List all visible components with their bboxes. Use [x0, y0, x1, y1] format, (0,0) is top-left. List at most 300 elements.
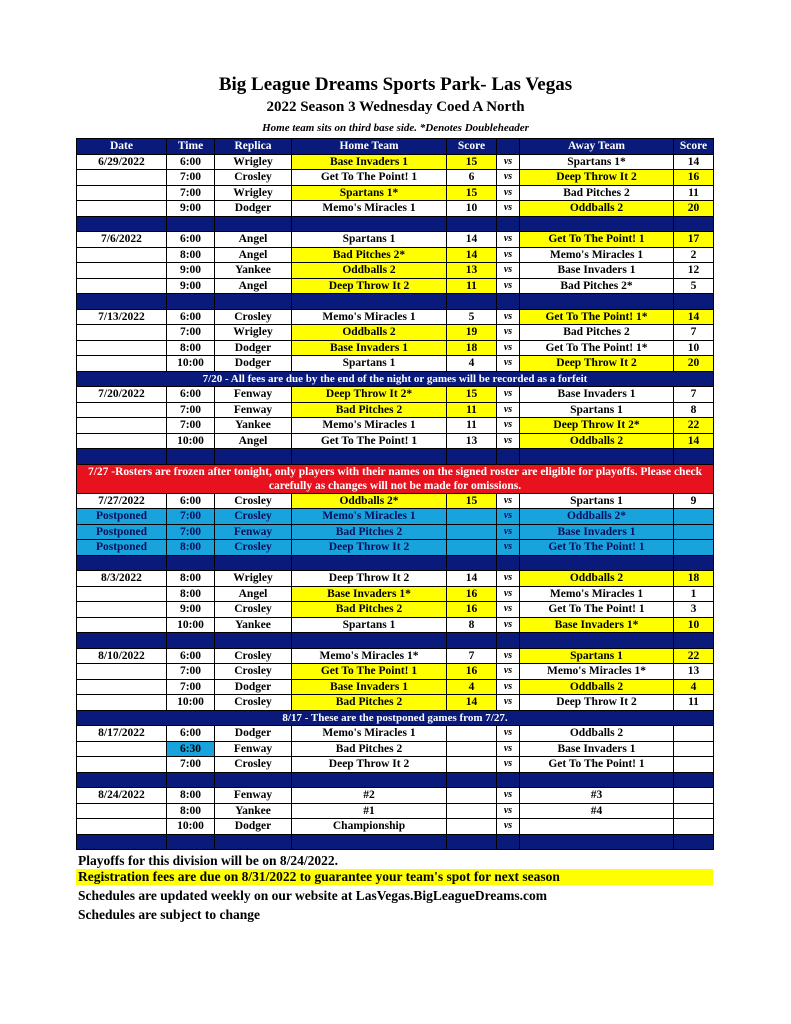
home-score-cell: 6 — [447, 170, 497, 186]
separator-cell — [447, 633, 497, 649]
home-score-cell: 16 — [447, 664, 497, 680]
away-score-cell — [674, 540, 714, 556]
week-separator — [77, 294, 714, 310]
separator-cell — [77, 633, 167, 649]
game-row — [77, 695, 714, 711]
time-cell: 7:00 — [167, 402, 215, 418]
vs-cell: vs — [497, 679, 520, 695]
date-cell — [77, 803, 167, 819]
home-team-cell: Base Invaders 1* — [292, 586, 447, 602]
home-score-cell: 11 — [447, 278, 497, 294]
game-row — [77, 617, 714, 633]
date-cell: 7/6/2022 — [77, 232, 167, 248]
separator-cell — [674, 772, 714, 788]
game-row — [77, 664, 714, 680]
away-team-cell: Memo's Miracles 1* — [520, 664, 674, 680]
home-score-cell — [447, 524, 497, 540]
separator-cell — [447, 772, 497, 788]
replica-cell: Yankee — [215, 418, 292, 434]
away-team-cell — [520, 819, 674, 835]
away-score-cell: 20 — [674, 201, 714, 217]
away-score-cell: 20 — [674, 356, 714, 372]
away-score-cell: 10 — [674, 617, 714, 633]
replica-cell: Fenway — [215, 387, 292, 403]
time-cell: 7:00 — [167, 325, 215, 341]
time-cell: 8:00 — [167, 247, 215, 263]
away-score-cell: 2 — [674, 247, 714, 263]
website-note: Schedules are updated weekly on our website at LasVegas.BigLeagueDreams.com — [78, 888, 548, 903]
vs-cell: vs — [497, 726, 520, 742]
away-team-cell: Oddballs 2* — [520, 509, 674, 525]
date-cell — [77, 741, 167, 757]
time-cell: 10:00 — [167, 695, 215, 711]
vs-cell: vs — [497, 493, 520, 509]
game-row — [77, 571, 714, 587]
separator-cell — [215, 772, 292, 788]
separator-cell — [292, 294, 447, 310]
week-separator — [77, 216, 714, 232]
away-score-cell: 14 — [674, 154, 714, 170]
date-cell: Postponed — [77, 524, 167, 540]
separator-cell — [215, 216, 292, 232]
date-cell — [77, 617, 167, 633]
replica-cell: Fenway — [215, 788, 292, 804]
time-cell: 8:00 — [167, 571, 215, 587]
home-team-cell: Spartans 1* — [292, 185, 447, 201]
separator-cell — [520, 772, 674, 788]
separator-cell — [215, 555, 292, 571]
time-cell: 9:00 — [167, 602, 215, 618]
replica-cell: Fenway — [215, 741, 292, 757]
replica-cell: Angel — [215, 232, 292, 248]
home-team-cell: Oddballs 2 — [292, 263, 447, 279]
vs-cell: vs — [497, 741, 520, 757]
separator-cell — [215, 449, 292, 465]
home-score-cell: 5 — [447, 309, 497, 325]
home-team-cell: Bad Pitches 2 — [292, 602, 447, 618]
home-score-cell — [447, 726, 497, 742]
home-team-cell: Memo's Miracles 1 — [292, 418, 447, 434]
game-row — [77, 170, 714, 186]
postponed-game-row — [77, 540, 714, 556]
replica-cell: Wrigley — [215, 571, 292, 587]
home-team-cell: Deep Throw It 2 — [292, 571, 447, 587]
header-time: Time — [167, 139, 215, 155]
game-row — [77, 418, 714, 434]
away-team-cell: Oddballs 2 — [520, 201, 674, 217]
playoffs-note: Playoffs for this division will be on 8/24/2022. — [78, 853, 339, 868]
replica-cell: Angel — [215, 433, 292, 449]
game-row — [77, 309, 714, 325]
home-team-cell: Memo's Miracles 1 — [292, 509, 447, 525]
home-team-cell: Bad Pitches 2 — [292, 695, 447, 711]
away-score-cell — [674, 726, 714, 742]
replica-cell: Crosley — [215, 493, 292, 509]
vs-cell: vs — [497, 263, 520, 279]
home-team-cell: Bad Pitches 2 — [292, 402, 447, 418]
vs-cell: vs — [497, 247, 520, 263]
home-score-cell — [447, 757, 497, 773]
vs-cell: vs — [497, 540, 520, 556]
home-score-cell — [447, 741, 497, 757]
away-team-cell: Deep Throw It 2* — [520, 418, 674, 434]
game-row — [77, 726, 714, 742]
home-score-cell: 8 — [447, 617, 497, 633]
date-cell — [77, 819, 167, 835]
home-score-cell: 18 — [447, 340, 497, 356]
home-team-cell: Get To The Point! 1 — [292, 433, 447, 449]
game-row — [77, 232, 714, 248]
away-team-cell: Deep Throw It 2 — [520, 356, 674, 372]
postponed-game-row — [77, 509, 714, 525]
away-score-cell — [674, 819, 714, 835]
replica-cell: Angel — [215, 278, 292, 294]
home-team-cell: Deep Throw It 2 — [292, 278, 447, 294]
date-cell — [77, 602, 167, 618]
home-score-cell — [447, 540, 497, 556]
away-score-cell: 10 — [674, 340, 714, 356]
date-cell — [77, 402, 167, 418]
week-separator — [77, 449, 714, 465]
vs-cell: vs — [497, 803, 520, 819]
away-team-cell: Oddballs 2 — [520, 726, 674, 742]
roster-warning-row — [77, 464, 714, 493]
away-score-cell — [674, 803, 714, 819]
separator-cell — [497, 449, 520, 465]
away-score-cell — [674, 509, 714, 525]
time-cell: 10:00 — [167, 356, 215, 372]
home-team-cell: Bad Pitches 2 — [292, 741, 447, 757]
separator-cell — [520, 449, 674, 465]
home-score-cell — [447, 819, 497, 835]
time-cell: 9:00 — [167, 201, 215, 217]
away-team-cell: #3 — [520, 788, 674, 804]
away-score-cell — [674, 741, 714, 757]
date-cell — [77, 695, 167, 711]
time-cell: 7:00 — [167, 418, 215, 434]
away-team-cell: Get To The Point! 1 — [520, 602, 674, 618]
game-row — [77, 278, 714, 294]
home-score-cell — [447, 509, 497, 525]
separator-cell — [520, 834, 674, 850]
home-team-cell: Spartans 1 — [292, 232, 447, 248]
date-cell — [77, 418, 167, 434]
date-cell — [77, 201, 167, 217]
away-team-cell: Base Invaders 1 — [520, 263, 674, 279]
home-team-cell: Oddballs 2 — [292, 325, 447, 341]
home-team-cell: Deep Throw It 2 — [292, 540, 447, 556]
away-team-cell: Base Invaders 1 — [520, 387, 674, 403]
home-score-cell: 13 — [447, 263, 497, 279]
separator-cell — [215, 834, 292, 850]
separator-cell — [674, 633, 714, 649]
replica-cell: Wrigley — [215, 154, 292, 170]
replica-cell: Yankee — [215, 803, 292, 819]
vs-cell: vs — [497, 571, 520, 587]
time-cell: 6:00 — [167, 387, 215, 403]
separator-cell — [497, 633, 520, 649]
vs-cell: vs — [497, 185, 520, 201]
home-score-cell: 19 — [447, 325, 497, 341]
game-row — [77, 154, 714, 170]
vs-cell: vs — [497, 418, 520, 434]
home-score-cell: 4 — [447, 356, 497, 372]
separator-cell — [215, 633, 292, 649]
separator-cell — [520, 633, 674, 649]
home-score-cell: 14 — [447, 695, 497, 711]
vs-cell: vs — [497, 278, 520, 294]
away-score-cell: 22 — [674, 648, 714, 664]
away-score-cell: 5 — [674, 278, 714, 294]
vs-cell: vs — [497, 356, 520, 372]
away-score-cell: 12 — [674, 263, 714, 279]
date-cell — [77, 170, 167, 186]
home-score-cell: 15 — [447, 387, 497, 403]
time-cell: 7:00 — [167, 185, 215, 201]
time-cell: 6:30 — [167, 741, 215, 757]
header-away-score: Score — [674, 139, 714, 155]
header-away-team: Away Team — [520, 139, 674, 155]
separator-cell — [497, 216, 520, 232]
separator-cell — [292, 216, 447, 232]
replica-cell: Fenway — [215, 402, 292, 418]
game-row — [77, 402, 714, 418]
time-cell: 6:00 — [167, 309, 215, 325]
away-team-cell: Memo's Miracles 1 — [520, 247, 674, 263]
vs-cell: vs — [497, 387, 520, 403]
away-team-cell: Base Invaders 1* — [520, 617, 674, 633]
schedule-note: Home team sits on third base side. *Denotes Doubleheader — [262, 122, 529, 134]
home-team-cell: Get To The Point! 1 — [292, 170, 447, 186]
date-cell — [77, 433, 167, 449]
time-cell: 8:00 — [167, 586, 215, 602]
date-cell: 7/13/2022 — [77, 309, 167, 325]
separator-cell — [167, 772, 215, 788]
home-score-cell: 7 — [447, 648, 497, 664]
away-score-cell: 14 — [674, 433, 714, 449]
date-cell: Postponed — [77, 540, 167, 556]
schedule-table — [76, 138, 714, 850]
game-row — [77, 648, 714, 664]
away-team-cell: Oddballs 2 — [520, 679, 674, 695]
separator-cell — [674, 294, 714, 310]
away-team-cell: Memo's Miracles 1 — [520, 586, 674, 602]
away-team-cell: Deep Throw It 2 — [520, 170, 674, 186]
header-home-team: Home Team — [292, 139, 447, 155]
away-score-cell: 7 — [674, 325, 714, 341]
home-team-cell: Oddballs 2* — [292, 493, 447, 509]
date-cell — [77, 185, 167, 201]
game-row — [77, 602, 714, 618]
separator-cell — [447, 834, 497, 850]
time-cell: 7:00 — [167, 524, 215, 540]
date-cell — [77, 757, 167, 773]
away-score-cell: 9 — [674, 493, 714, 509]
vs-cell: vs — [497, 402, 520, 418]
home-score-cell: 15 — [447, 185, 497, 201]
home-score-cell: 14 — [447, 232, 497, 248]
home-score-cell: 13 — [447, 433, 497, 449]
game-row — [77, 819, 714, 835]
separator-cell — [497, 834, 520, 850]
game-row — [77, 493, 714, 509]
home-team-cell: Memo's Miracles 1* — [292, 648, 447, 664]
replica-cell: Dodger — [215, 356, 292, 372]
home-team-cell: Spartans 1 — [292, 356, 447, 372]
date-cell: 6/29/2022 — [77, 154, 167, 170]
schedule-body — [77, 139, 714, 850]
away-team-cell: Bad Pitches 2 — [520, 185, 674, 201]
date-cell — [77, 263, 167, 279]
separator-cell — [167, 216, 215, 232]
date-cell: 8/3/2022 — [77, 571, 167, 587]
home-team-cell: Deep Throw It 2 — [292, 757, 447, 773]
away-team-cell: Bad Pitches 2* — [520, 278, 674, 294]
time-cell: 8:00 — [167, 788, 215, 804]
date-cell — [77, 586, 167, 602]
home-score-cell: 16 — [447, 602, 497, 618]
time-cell: 8:00 — [167, 540, 215, 556]
week-separator — [77, 555, 714, 571]
vs-cell: vs — [497, 524, 520, 540]
vs-cell: vs — [497, 819, 520, 835]
time-cell: 6:00 — [167, 232, 215, 248]
home-team-cell: Memo's Miracles 1 — [292, 309, 447, 325]
time-cell: 7:00 — [167, 509, 215, 525]
game-row — [77, 263, 714, 279]
header-date: Date — [77, 139, 167, 155]
away-team-cell: Bad Pitches 2 — [520, 325, 674, 341]
separator-cell — [447, 449, 497, 465]
replica-cell: Crosley — [215, 648, 292, 664]
notice-row — [77, 710, 714, 726]
game-row — [77, 356, 714, 372]
week-separator — [77, 772, 714, 788]
week-separator — [77, 834, 714, 850]
separator-cell — [520, 555, 674, 571]
replica-cell: Crosley — [215, 309, 292, 325]
notice-text: 7/20 - All fees are due by the end of the night or games will be recorded as a forfeit — [77, 371, 714, 387]
game-row — [77, 340, 714, 356]
time-cell: 6:00 — [167, 154, 215, 170]
vs-cell: vs — [497, 664, 520, 680]
header-home-score: Score — [447, 139, 497, 155]
separator-cell — [292, 449, 447, 465]
separator-cell — [520, 216, 674, 232]
separator-cell — [167, 449, 215, 465]
away-score-cell: 11 — [674, 695, 714, 711]
replica-cell: Crosley — [215, 695, 292, 711]
home-score-cell: 16 — [447, 586, 497, 602]
home-score-cell: 14 — [447, 571, 497, 587]
replica-cell: Angel — [215, 586, 292, 602]
page-title: Big League Dreams Sports Park- Las Vegas — [218, 74, 573, 95]
vs-cell: vs — [497, 617, 520, 633]
away-score-cell: 8 — [674, 402, 714, 418]
vs-cell: vs — [497, 757, 520, 773]
away-score-cell — [674, 757, 714, 773]
replica-cell: Crosley — [215, 540, 292, 556]
away-team-cell: Base Invaders 1 — [520, 524, 674, 540]
date-cell — [77, 664, 167, 680]
separator-cell — [497, 555, 520, 571]
away-score-cell: 14 — [674, 309, 714, 325]
game-row — [77, 185, 714, 201]
time-cell: 9:00 — [167, 263, 215, 279]
week-separator — [77, 633, 714, 649]
home-score-cell — [447, 803, 497, 819]
home-score-cell: 14 — [447, 247, 497, 263]
separator-cell — [77, 449, 167, 465]
away-score-cell — [674, 788, 714, 804]
game-row — [77, 757, 714, 773]
separator-cell — [77, 772, 167, 788]
time-cell: 10:00 — [167, 617, 215, 633]
time-cell: 7:00 — [167, 679, 215, 695]
separator-cell — [215, 294, 292, 310]
separator-cell — [77, 216, 167, 232]
time-cell: 6:00 — [167, 493, 215, 509]
vs-cell: vs — [497, 340, 520, 356]
vs-cell: vs — [497, 602, 520, 618]
date-cell — [77, 340, 167, 356]
vs-cell: vs — [497, 433, 520, 449]
away-score-cell: 1 — [674, 586, 714, 602]
home-team-cell: Get To The Point! 1 — [292, 664, 447, 680]
separator-cell — [77, 834, 167, 850]
separator-cell — [674, 834, 714, 850]
away-team-cell: Deep Throw It 2 — [520, 695, 674, 711]
time-cell: 8:00 — [167, 803, 215, 819]
away-team-cell: Spartans 1* — [520, 154, 674, 170]
home-team-cell: Bad Pitches 2* — [292, 247, 447, 263]
date-cell — [77, 247, 167, 263]
date-cell — [77, 278, 167, 294]
away-team-cell: Oddballs 2 — [520, 571, 674, 587]
vs-cell: vs — [497, 232, 520, 248]
home-score-cell — [447, 788, 497, 804]
date-cell — [77, 356, 167, 372]
away-score-cell: 4 — [674, 679, 714, 695]
away-score-cell: 16 — [674, 170, 714, 186]
vs-cell: vs — [497, 170, 520, 186]
postponed-game-row — [77, 524, 714, 540]
replica-cell: Dodger — [215, 679, 292, 695]
away-team-cell: Spartans 1 — [520, 648, 674, 664]
away-team-cell: Get To The Point! 1* — [520, 309, 674, 325]
change-note: Schedules are subject to change — [78, 907, 260, 922]
separator-cell — [447, 555, 497, 571]
vs-cell: vs — [497, 309, 520, 325]
away-team-cell: Spartans 1 — [520, 402, 674, 418]
notice-text: 7/27 -Rosters are frozen after tonight, only players with their names on the signed roster are eligible for playoffs. Please check carefully as changes will not be made for omissions. — [77, 464, 714, 493]
game-row — [77, 387, 714, 403]
game-row — [77, 741, 714, 757]
replica-cell: Crosley — [215, 509, 292, 525]
separator-cell — [167, 294, 215, 310]
home-score-cell: 11 — [447, 402, 497, 418]
away-score-cell: 3 — [674, 602, 714, 618]
home-score-cell: 11 — [447, 418, 497, 434]
replica-cell: Wrigley — [215, 325, 292, 341]
time-cell: 7:00 — [167, 664, 215, 680]
home-team-cell: Spartans 1 — [292, 617, 447, 633]
separator-cell — [674, 216, 714, 232]
date-cell — [77, 325, 167, 341]
home-team-cell: Memo's Miracles 1 — [292, 726, 447, 742]
away-score-cell: 7 — [674, 387, 714, 403]
game-row — [77, 586, 714, 602]
